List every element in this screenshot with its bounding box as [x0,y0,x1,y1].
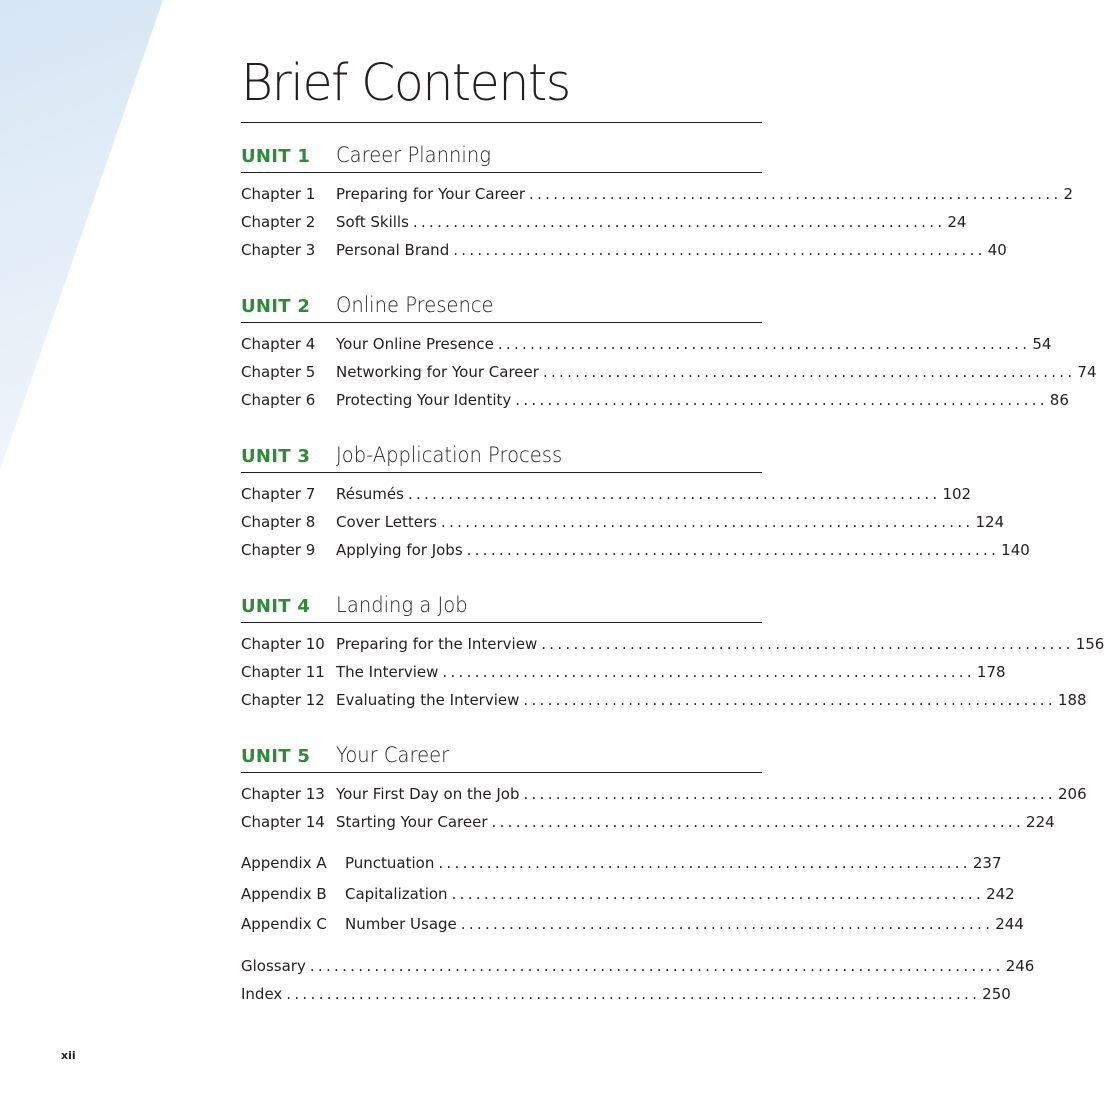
title-rule [241,122,762,123]
appendix-title: Punctuation [345,854,435,872]
unit-title: Landing a Job [336,593,468,617]
unit-header [241,442,762,473]
chapter-number: Chapter 7 [241,485,316,503]
chapter-title: Applying for Jobs [336,541,463,559]
chapter-number: Chapter 3 [241,241,316,259]
page-number: 246 [1005,957,1035,975]
dot-leader: .................................................................. [441,513,974,531]
toc-appendix-entry[interactable] [241,913,1024,935]
page-number: 244 [995,915,1024,933]
chapter-number: Chapter 11 [241,663,325,681]
dot-leader: .................................................................. [497,335,1031,353]
toc-appendix-entry[interactable] [241,883,1015,905]
dot-leader: .................................................................. [529,185,1062,203]
dot-leader: .................................................................. [451,885,985,903]
toc-entry[interactable] [241,333,1052,355]
toc-entry[interactable] [241,183,1074,205]
chapter-number: Chapter 9 [241,541,316,559]
page-number: 24 [947,213,967,231]
chapter-title: Evaluating the Interview [336,691,520,709]
unit-title: Online Presence [336,293,494,317]
page-folio: xii [61,1049,76,1062]
chapter-number: Chapter 8 [241,513,316,531]
chapter-title: The Interview [336,663,439,681]
page-number: 124 [975,513,1005,531]
chapter-title: Starting Your Career [336,813,488,831]
unit-header [241,142,762,173]
dot-leader: .................................................................. [438,854,971,872]
unit-label: UNIT 2 [241,296,311,317]
dot-leader: .................................................................. [453,241,986,259]
dot-leader: .................................................................. [491,813,1025,831]
toc-entry[interactable] [241,483,972,505]
chapter-number: Chapter 14 [241,813,325,831]
chapter-number: Chapter 12 [241,691,325,709]
index-title: Index [241,985,283,1003]
dot-leader: .................................................................. [523,691,1056,709]
chapter-title: Cover Letters [336,513,437,531]
toc-entry[interactable] [241,783,1087,805]
page-number: 40 [987,241,1007,259]
page-number: 102 [942,485,972,503]
chapter-number: Chapter 6 [241,391,316,409]
page-number: 224 [1026,813,1055,831]
page-number: 2 [1063,185,1074,203]
toc-entry[interactable] [241,539,1030,561]
chapter-title: Preparing for the Interview [336,635,538,653]
glossary-title: Glossary [241,957,306,975]
chapter-title: Personal Brand [336,241,450,259]
appendix-number: Appendix B [241,885,327,903]
unit-title: Career Planning [336,143,491,167]
chapter-title: Networking for Your Career [336,363,539,381]
chapter-number: Chapter 2 [241,213,316,231]
dot-leader: .................................................................. [515,391,1048,409]
page-number: 237 [972,854,1002,872]
unit-header [241,742,762,773]
chapter-title: Soft Skills [336,213,409,231]
toc-entry[interactable] [241,511,1005,533]
unit-title: Your Career [336,743,450,767]
unit-label: UNIT 4 [241,596,311,617]
page-number: 178 [976,663,1006,681]
appendix-number: Appendix A [241,854,327,872]
page-number: 54 [1032,335,1052,353]
appendix-title: Number Usage [345,915,457,933]
toc-entry[interactable] [241,633,1104,655]
dot-leader: .................................................................. [460,915,994,933]
page-number: 140 [1001,541,1030,559]
chapter-number: Chapter 5 [241,363,316,381]
toc-entry[interactable] [241,239,1007,261]
toc-entry[interactable] [241,211,967,233]
chapter-title: Preparing for Your Career [336,185,526,203]
toc-entry[interactable] [241,389,1069,411]
chapter-title: Résumés [336,485,404,503]
unit-section-2 [241,292,762,323]
toc-entry[interactable] [241,661,1006,683]
dot-leader: .................................................................. [523,785,1056,803]
appendix-title: Capitalization [345,885,448,903]
unit-label: UNIT 1 [241,146,311,167]
chapter-title: Protecting Your Identity [336,391,512,409]
chapter-number: Chapter 10 [241,635,325,653]
toc-entry[interactable] [241,811,1055,833]
page-number: 86 [1049,391,1069,409]
chapter-title: Your Online Presence [336,335,494,353]
toc-entry[interactable] [241,689,1087,711]
toc-glossary-entry[interactable] [241,955,1035,977]
chapter-title: Your First Day on the Job [336,785,520,803]
dot-leader: .................................................................. [407,485,941,503]
page-title: Brief Contents [241,54,570,113]
page-number: 156 [1075,635,1104,653]
chapter-number: Chapter 13 [241,785,325,803]
dot-leader: ...................................................................................... [286,985,981,1003]
unit-header [241,592,762,623]
dot-leader: ...................................................................................... [309,957,1004,975]
page-number: 250 [982,985,1011,1003]
unit-label: UNIT 3 [241,446,311,467]
toc-appendix-entry[interactable] [241,852,1002,874]
unit-title: Job-Application Process [336,443,563,467]
dot-leader: .................................................................. [466,541,1000,559]
unit-section-1 [241,142,762,173]
dot-leader: .................................................................. [542,363,1076,381]
unit-section-5 [241,742,762,773]
unit-section-3 [241,442,762,473]
unit-label: UNIT 5 [241,746,311,767]
chapter-number: Chapter 1 [241,185,316,203]
page-number: 74 [1077,363,1097,381]
dot-leader: .................................................................. [442,663,975,681]
decorative-corner-shape [0,0,170,470]
page-number: 206 [1057,785,1087,803]
dot-leader: .................................................................. [541,635,1074,653]
toc-index-entry[interactable] [241,983,1011,1005]
chapter-number: Chapter 4 [241,335,316,353]
page-number: 242 [986,885,1015,903]
unit-section-4 [241,592,762,623]
appendix-number: Appendix C [241,915,327,933]
dot-leader: .................................................................. [412,213,946,231]
unit-header [241,292,762,323]
toc-entry[interactable] [241,361,1097,383]
page-number: 188 [1057,691,1087,709]
